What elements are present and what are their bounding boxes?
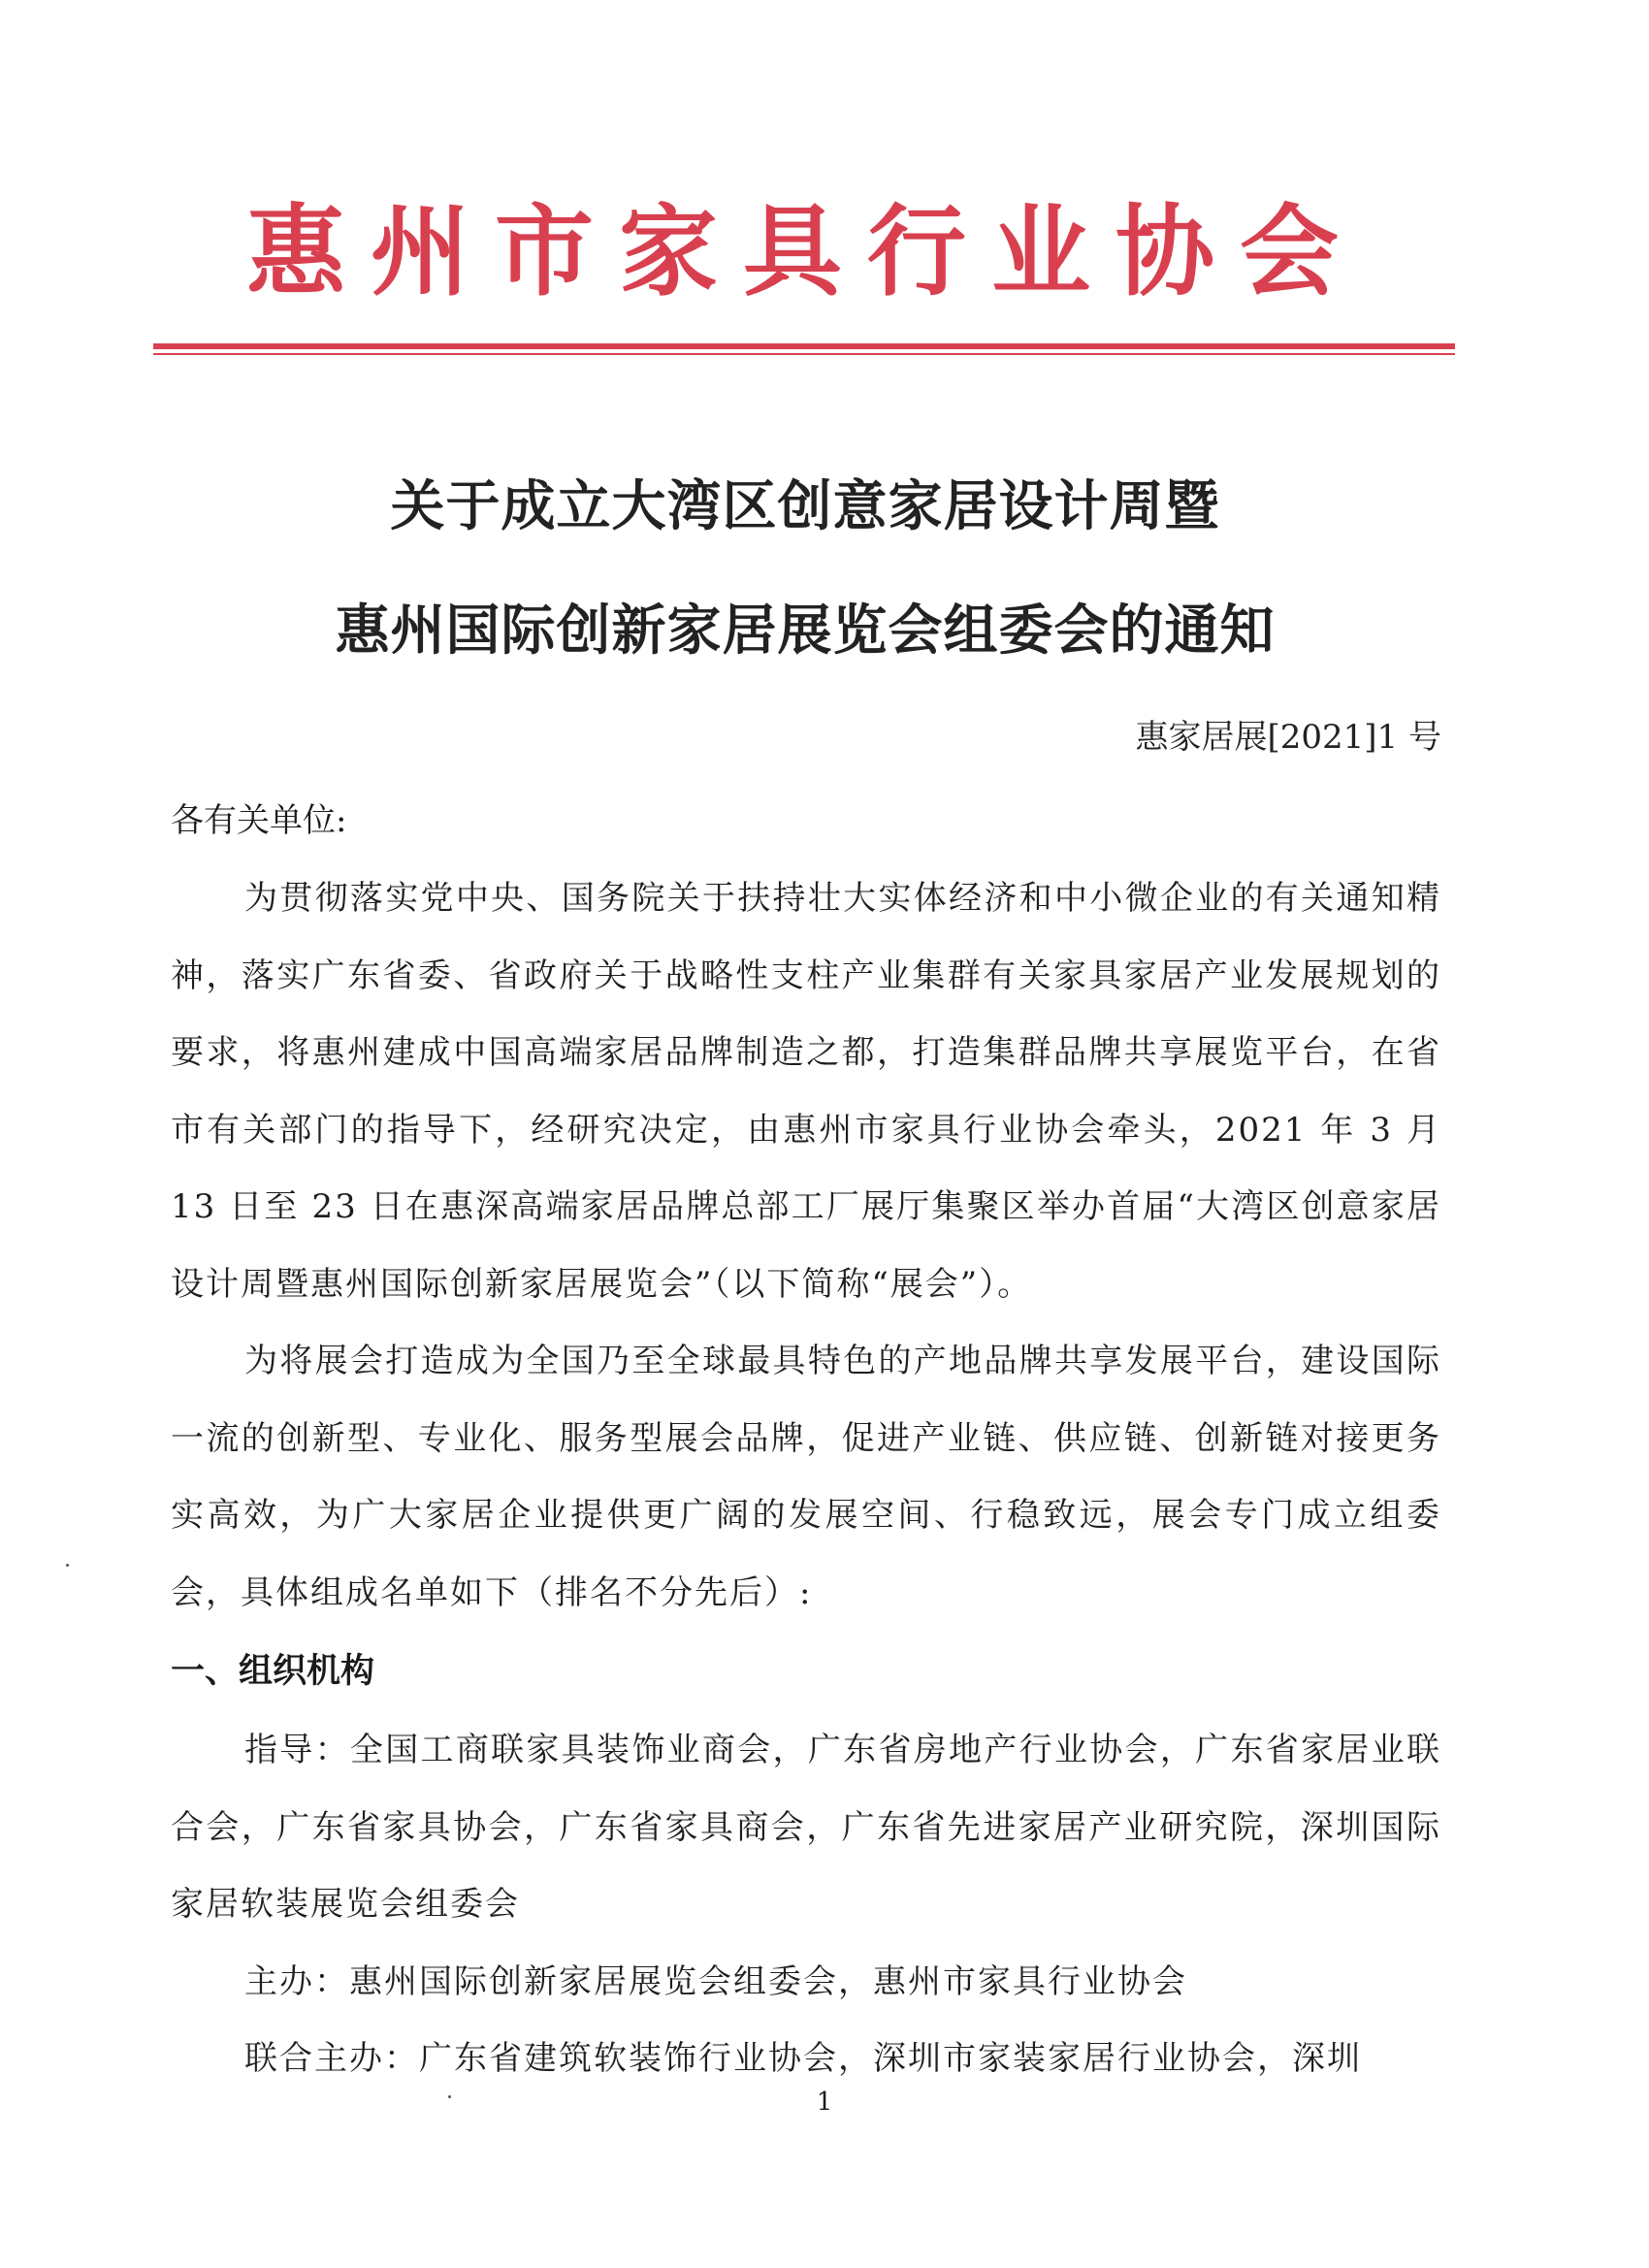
paragraph-purpose: 为将展会打造成为全国乃至全球最具特色的产地品牌共享发展平台，建设国际一流的创新型、专业化、服务型展会品牌，促进产业链、供应链、创新链对接更务实高效，为广大家居企业提供更广阔的发展空间、行稳致远，展会专门成立组委会，具体组成名单如下（排名不分先后）: [171,1342,1441,1612]
paragraph-intro: 为贯彻落实党中央、国务院关于扶持壮大实体经济和中小微企业的有关通知精神，落实广东省委、省政府关于战略性支柱产业集群有关家具家居产业发展规划的要求，将惠州建成中国高端家居品牌制造之都，打造集群品牌共享展览平台，在省市有关部门的指导下，经研究决定，由惠州市家具行业协会牵头，2021 年 3 月 13 日至 23 日在惠深高端家居品牌总部工厂展厅集聚区举办首届“大湾区创意家居设计周暨惠州国际创新家居展览会”（以下简称“展会”）。 [171,879,1441,1304]
notice-title-line2: 惠州国际创新家居展览会组委会的通知 [335,599,1276,663]
section-heading-organization: 一、组织机构 [171,1652,375,1691]
letterhead-rule-thin [153,353,1455,355]
scan-speck [66,1564,69,1567]
page-number: 1 [816,2088,833,2117]
scan-speck [448,2095,451,2098]
paragraph-guidance: 指导：全国工商联家具装饰业商会，广东省房地产行业协会，广东省家居业联合会，广东省家具协会，广东省家具商会，广东省先进家居产业研究院，深圳国际家居软装展览会组委会 [171,1731,1441,1924]
paragraph-co-host: 联合主办：广东省建筑软装饰行业协会，深圳市家装家居行业协会，深圳 [244,2039,1362,2078]
salutation: 各有关单位: [171,801,347,840]
paragraph-host: 主办：惠州国际创新家居展览会组委会，惠州市家具行业协会 [244,1962,1187,2001]
notice-title-line1: 关于成立大湾区创意家居设计周暨 [390,475,1220,538]
document-number: 惠家居展[2021]1 号 [1135,718,1441,757]
letterhead-org-name: 惠州市家具行业协会 [246,194,1364,310]
letterhead-rule-thick [153,343,1455,349]
